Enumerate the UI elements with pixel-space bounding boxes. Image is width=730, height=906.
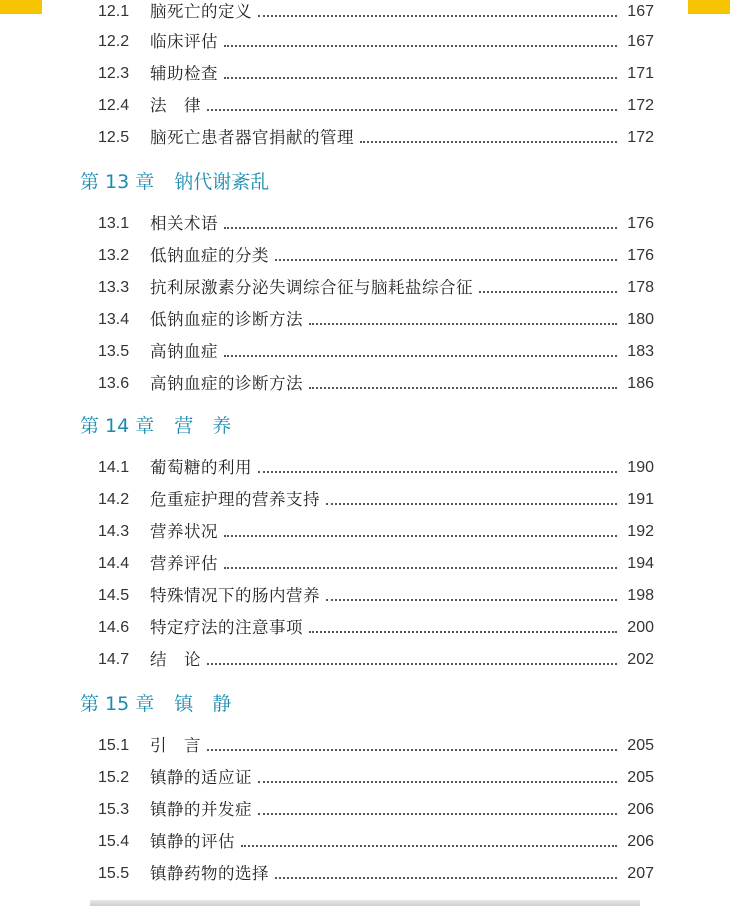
section-number: 12.1 [98, 3, 130, 20]
toc-entry[interactable] [98, 244, 654, 268]
corner-accent-left [0, 0, 42, 14]
section-number: 12.5 [98, 129, 130, 146]
section-title: 低钠血症的诊断方法 [150, 310, 303, 329]
dot-leader [479, 290, 617, 293]
toc-entry[interactable] [98, 766, 654, 790]
dot-leader [258, 470, 617, 473]
chapter-heading [80, 168, 269, 196]
chapter-heading [80, 690, 231, 718]
section-number: 14.1 [98, 459, 130, 476]
section-number: 12.2 [98, 33, 130, 50]
toc-entry[interactable] [98, 276, 654, 300]
toc-entry[interactable] [98, 456, 654, 480]
section-number: 14.2 [98, 491, 130, 508]
dot-leader [207, 662, 617, 665]
page-number: 205 [627, 769, 654, 786]
dot-leader [275, 876, 617, 879]
dot-leader [224, 44, 617, 47]
section-title: 镇静的并发症 [150, 800, 252, 819]
section-title: 高钠血症的诊断方法 [150, 374, 303, 393]
section-title: 相关术语 [150, 214, 218, 233]
section-number: 15.2 [98, 769, 130, 786]
page-number: 191 [627, 491, 654, 508]
page-number: 192 [627, 523, 654, 540]
toc-entry[interactable] [98, 94, 654, 118]
page-number: 178 [627, 279, 654, 296]
page-number: 172 [627, 97, 654, 114]
section-title: 危重症护理的营养支持 [150, 490, 320, 509]
dot-leader [224, 566, 617, 569]
section-title: 脑死亡患者器官捐献的管理 [150, 128, 354, 147]
section-number: 13.5 [98, 343, 130, 360]
page-number: 176 [627, 247, 654, 264]
page-number: 207 [627, 865, 654, 882]
toc-entry[interactable] [98, 212, 654, 236]
page-number: 167 [627, 33, 654, 50]
dot-leader [258, 14, 617, 17]
chapter-title: 钠代谢紊乱 [174, 171, 270, 193]
toc-entry[interactable] [98, 830, 654, 854]
dot-leader [241, 844, 617, 847]
page-number: 190 [627, 459, 654, 476]
dot-leader [224, 226, 617, 229]
section-title: 脑死亡的定义 [150, 2, 252, 21]
toc-entry[interactable] [98, 648, 654, 672]
section-number: 13.2 [98, 247, 130, 264]
section-number: 15.5 [98, 865, 130, 882]
page-number: 186 [627, 375, 654, 392]
section-number: 15.1 [98, 737, 130, 754]
section-title: 高钠血症 [150, 342, 218, 361]
dot-leader [275, 258, 617, 261]
section-title: 镇静药物的选择 [150, 864, 269, 883]
toc-entry[interactable] [98, 372, 654, 396]
chapter-heading [80, 412, 231, 440]
dot-leader [224, 76, 617, 79]
page-number: 171 [627, 65, 654, 82]
chapter-number: 第 15 章 [80, 693, 155, 715]
corner-accent-right [688, 0, 730, 14]
toc-entry[interactable] [98, 308, 654, 332]
dot-leader [326, 598, 617, 601]
section-title: 抗利尿激素分泌失调综合征与脑耗盐综合征 [150, 278, 473, 297]
section-title: 特殊情况下的肠内营养 [150, 586, 320, 605]
dot-leader [258, 780, 617, 783]
section-number: 12.3 [98, 65, 130, 82]
toc-entry[interactable] [98, 862, 654, 886]
toc-entry[interactable] [98, 520, 654, 544]
section-title: 镇静的适应证 [150, 768, 252, 787]
page-number: 180 [627, 311, 654, 328]
section-number: 13.3 [98, 279, 130, 296]
dot-leader [224, 354, 617, 357]
section-title: 葡萄糖的利用 [150, 458, 252, 477]
toc-entry[interactable] [98, 616, 654, 640]
toc-entry[interactable] [98, 0, 654, 24]
page-number: 206 [627, 833, 654, 850]
section-number: 14.7 [98, 651, 130, 668]
page-bottom-edge [90, 900, 640, 906]
section-title: 临床评估 [150, 32, 218, 51]
dot-leader [309, 630, 617, 633]
section-title: 营养评估 [150, 554, 218, 573]
section-number: 12.4 [98, 97, 130, 114]
section-number: 14.4 [98, 555, 130, 572]
dot-leader [360, 140, 617, 143]
page-number: 205 [627, 737, 654, 754]
section-title: 低钠血症的分类 [150, 246, 269, 265]
chapter-title: 镇 静 [174, 693, 232, 715]
chapter-number: 第 14 章 [80, 415, 155, 437]
section-number: 14.5 [98, 587, 130, 604]
dot-leader [309, 386, 617, 389]
section-title: 引 言 [150, 736, 201, 755]
dot-leader [309, 322, 617, 325]
page-number: 167 [627, 3, 654, 20]
dot-leader [258, 812, 617, 815]
section-number: 13.4 [98, 311, 130, 328]
toc-entry[interactable] [98, 552, 654, 576]
section-number: 14.3 [98, 523, 130, 540]
page-number: 200 [627, 619, 654, 636]
page-number: 206 [627, 801, 654, 818]
dot-leader [224, 534, 617, 537]
toc-entry[interactable] [98, 126, 654, 150]
section-title: 法 律 [150, 96, 201, 115]
page-number: 202 [627, 651, 654, 668]
dot-leader [326, 502, 617, 505]
section-title: 营养状况 [150, 522, 218, 541]
section-title: 特定疗法的注意事项 [150, 618, 303, 637]
toc-entry[interactable] [98, 798, 654, 822]
section-number: 15.4 [98, 833, 130, 850]
page-number: 176 [627, 215, 654, 232]
dot-leader [207, 108, 617, 111]
page-number: 198 [627, 587, 654, 604]
section-title: 结 论 [150, 650, 201, 669]
toc-entry[interactable] [98, 488, 654, 512]
chapter-title: 营 养 [174, 415, 232, 437]
section-number: 15.3 [98, 801, 130, 818]
toc-entry[interactable] [98, 30, 654, 54]
chapter-number: 第 13 章 [80, 171, 155, 193]
toc-entry[interactable] [98, 62, 654, 86]
page-number: 172 [627, 129, 654, 146]
toc-entry[interactable] [98, 340, 654, 364]
toc-entry[interactable] [98, 584, 654, 608]
page-number: 183 [627, 343, 654, 360]
dot-leader [207, 748, 617, 751]
page-number: 194 [627, 555, 654, 572]
section-number: 13.1 [98, 215, 130, 232]
toc-entry[interactable] [98, 734, 654, 758]
section-title: 辅助检查 [150, 64, 218, 83]
section-number: 13.6 [98, 375, 130, 392]
section-number: 14.6 [98, 619, 130, 636]
section-title: 镇静的评估 [150, 832, 235, 851]
